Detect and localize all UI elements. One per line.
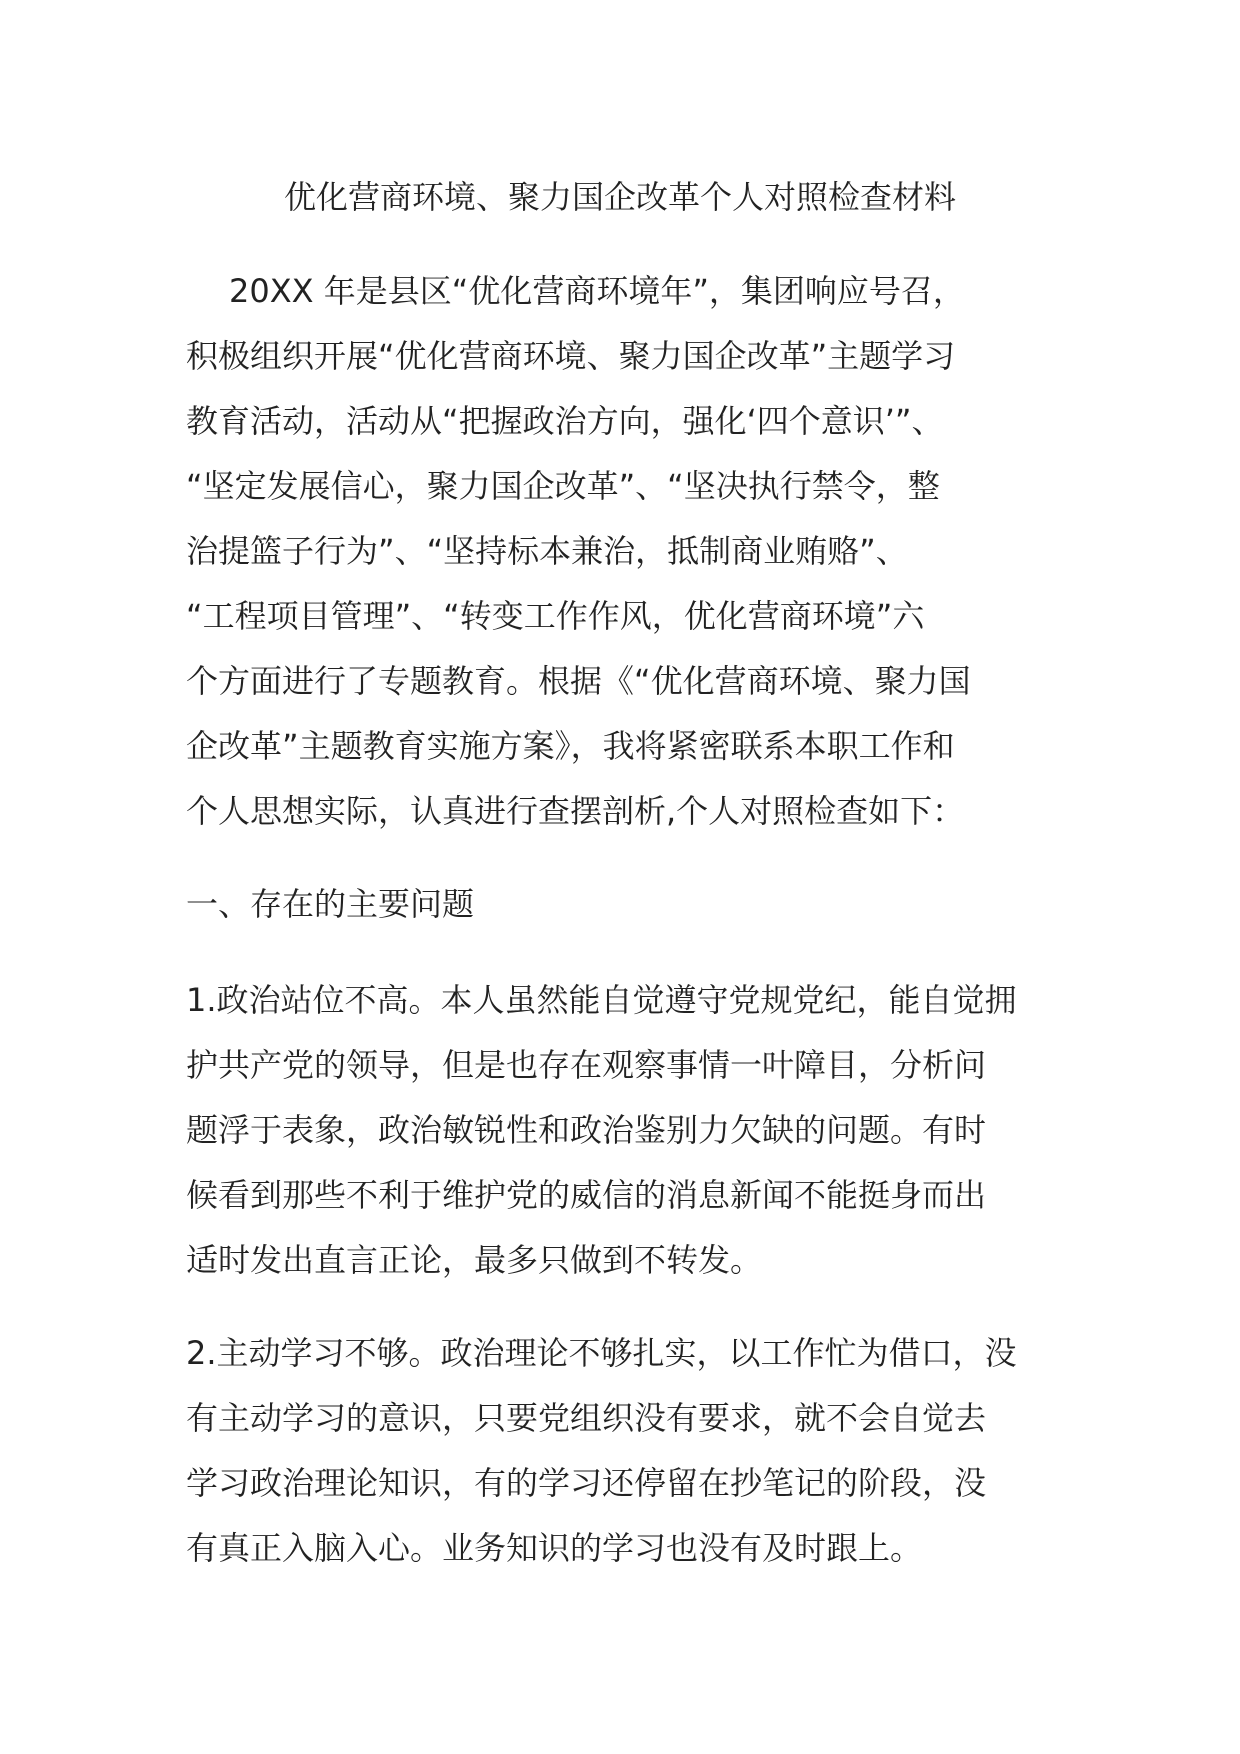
paragraph-line: 企改革”主题教育实施方案》，我将紧密联系本职工作和 xyxy=(186,727,955,765)
intro-paragraph xyxy=(186,259,971,844)
paragraph-line: 题浮于表象，政治敏锐性和政治鉴别力欠缺的问题。有时 xyxy=(186,1111,987,1149)
document-title: 优化营商环境、聚力国企改革个人对照检查材料 xyxy=(283,178,956,216)
paragraph-line: 2.主动学习不够。政治理论不够扎实，以工作忙为借口，没 xyxy=(186,1334,1017,1372)
paragraph-line: 有主动学习的意识，只要党组织没有要求，就不会自觉去 xyxy=(186,1399,987,1437)
paragraph-line: 20XX 年是县区“优化营商环境年”，集团响应号召， xyxy=(229,272,965,310)
paragraph-line: 积极组织开展“优化营商环境、聚力国企改革”主题学习 xyxy=(186,337,956,375)
paragraph-line: 有真正入脑入心。业务知识的学习也没有及时跟上。 xyxy=(186,1529,923,1567)
problem-item-1 xyxy=(186,968,1017,1293)
problem-item-2 xyxy=(186,1321,1017,1581)
paragraph-line: 个人思想实际，认真进行查摆剖析,个人对照检查如下： xyxy=(186,792,965,830)
paragraph-line: 学习政治理论知识，有的学习还停留在抄笔记的阶段，没 xyxy=(186,1464,987,1502)
paragraph-line: “工程项目管理”、“转变工作作风，优化营商环境”六 xyxy=(186,597,925,635)
paragraph-line: “坚定发展信心，聚力国企改革”、“坚决执行禁令，整 xyxy=(186,467,940,505)
paragraph-line: 个方面进行了专题教育。根据《“优化营商环境、聚力国 xyxy=(186,662,971,700)
paragraph-line: 治提篮子行为”、“坚持标本兼治，抵制商业贿赂”、 xyxy=(186,532,908,570)
paragraph-line: 护共产党的领导，但是也存在观察事情一叶障目，分析问 xyxy=(186,1046,987,1084)
paragraph-line: 候看到那些不利于维护党的威信的消息新闻不能挺身而出 xyxy=(186,1176,987,1214)
paragraph-line: 适时发出直言正论，最多只做到不转发。 xyxy=(186,1241,763,1279)
section-heading: 一、存在的主要问题 xyxy=(186,885,475,923)
paragraph-line: 教育活动，活动从“把握政治方向，强化‘四个意识’”、 xyxy=(186,402,944,440)
paragraph-line: 1.政治站位不高。本人虽然能自觉遵守党规党纪，能自觉拥 xyxy=(186,981,1017,1019)
